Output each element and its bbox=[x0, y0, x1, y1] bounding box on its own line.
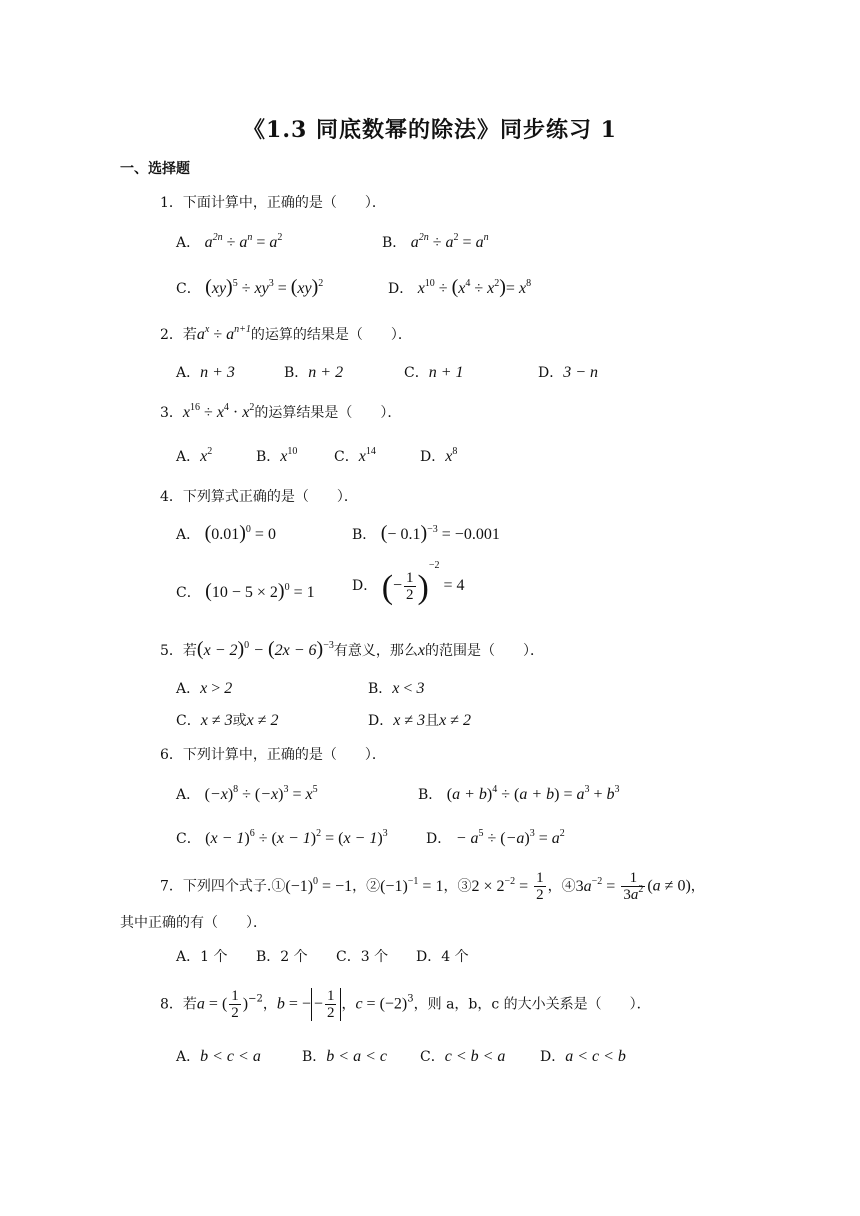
question-6-stem: 6．下列计算中，正确的是（ ）． bbox=[160, 747, 386, 763]
q4-option-b: B． (− 0.1)$^{-3}$ = −0.001 bbox=[352, 522, 500, 544]
q5-option-b: B．x < 3 bbox=[368, 680, 425, 697]
q7-option-d: D．4 个 bbox=[416, 949, 469, 965]
question-4-stem: 4．下列算式正确的是（ ）． bbox=[160, 489, 358, 505]
page-title: 《1.3 同底数幂的除法》同步练习 1 bbox=[243, 117, 617, 143]
q2-option-a: A．n + 3 bbox=[176, 364, 235, 381]
q4-option-a: A． $(0.01)^0 = 0$ bbox=[176, 522, 276, 544]
q4-option-d: D． (− $\frac{1}{2}$ )$^{-2}$ = 4 bbox=[352, 560, 465, 606]
q8-option-d: D．a < c < b bbox=[540, 1048, 626, 1065]
q2-option-b: B．n + 2 bbox=[284, 364, 344, 381]
q5-option-a: A．x > 2 bbox=[176, 680, 233, 697]
question-5-stem: 5．若$(x - 2)^0 - (2x - 6)^{-3}$有意义，那么x的范围是（ ）． bbox=[160, 638, 544, 660]
q2-option-d: D．3 − n bbox=[538, 364, 599, 381]
q7-option-b: B．2 个 bbox=[256, 949, 308, 965]
q8-option-b: B．b < a < c bbox=[302, 1048, 387, 1065]
q6-option-b: B． $(a + b)^4 \div (a + b) = a^3 + b^3$ bbox=[418, 784, 620, 803]
q8-option-a: A．b < c < a bbox=[176, 1048, 261, 1065]
q6-option-d: D． − $a^5 \div (-a)^3 = a^2$ bbox=[426, 828, 565, 847]
q1-option-b: B． $a^{2n} \div a^2 = a^n$ bbox=[382, 232, 489, 251]
question-7-line2: 其中正确的有（ ）． bbox=[120, 915, 267, 931]
q3-option-c: C．$x^{14}$ bbox=[334, 446, 376, 465]
question-7-stem: 7．下列四个式子$.①(-1)^0 = -1$，$②(-1)^{-1} = 1$，③2 × $2^{-2}$ = $\frac{1}{2}$ ，$④3a^{-2}$ = $\frac{1}{3a^2}$ (a ≠ 0)， bbox=[160, 870, 705, 903]
q5-option-d: D．x ≠ 3且x ≠ 2 bbox=[368, 712, 472, 729]
q7-option-c: C．3 个 bbox=[336, 949, 389, 965]
question-3-stem: 3．$x^{16} \div x^4 \cdot x^2$的运算结果是（ ）． bbox=[160, 402, 402, 421]
q7-option-a: A．1 个 bbox=[176, 949, 228, 965]
q3-option-a: A．$x^2$ bbox=[176, 446, 213, 465]
q1-option-c: C． $(xy)^5 \div xy^3 = (xy)^2$ bbox=[176, 276, 324, 298]
q3-option-b: B．$x^{10}$ bbox=[256, 446, 298, 465]
question-1-stem: 1．下面计算中，正确的是（ ）． bbox=[160, 195, 386, 211]
q5-option-c: C．x ≠ 3或x ≠ 2 bbox=[176, 712, 279, 729]
q1-option-a: A． $a^{2n} \div a^n = a^2$ bbox=[176, 232, 283, 251]
q3-option-d: D．$x^8$ bbox=[420, 446, 458, 465]
q6-option-a: A． $(-x)^8 \div (-x)^3 = x^5$ bbox=[176, 784, 318, 803]
q4-option-c: C． $(10 - 5 \times 2)^0 = 1$ bbox=[176, 580, 315, 602]
section-heading: 一、选择题 bbox=[120, 161, 190, 177]
q2-option-c: C．n + 1 bbox=[404, 364, 464, 381]
question-2-stem: 2．若$a^x \div a^{n+1}$的运算的结果是（ ）． bbox=[160, 324, 412, 343]
q8-option-c: C．c < b < a bbox=[420, 1048, 506, 1065]
question-8-stem: 8．若a = ( $\frac{1}{2}$ )$^{-2}$，b = − − $\frac{1}{2}$ ，$c = (-2)^3$，则 a，b，c 的大小关系是（ ）． bbox=[160, 988, 651, 1021]
q6-option-c: C． $(x - 1)^6 \div (x - 1)^2 = (x - 1)^3$ bbox=[176, 828, 388, 847]
q1-option-d: D． $x^{10} \div (x^4 \div x^2)= x^8$ bbox=[388, 276, 532, 298]
